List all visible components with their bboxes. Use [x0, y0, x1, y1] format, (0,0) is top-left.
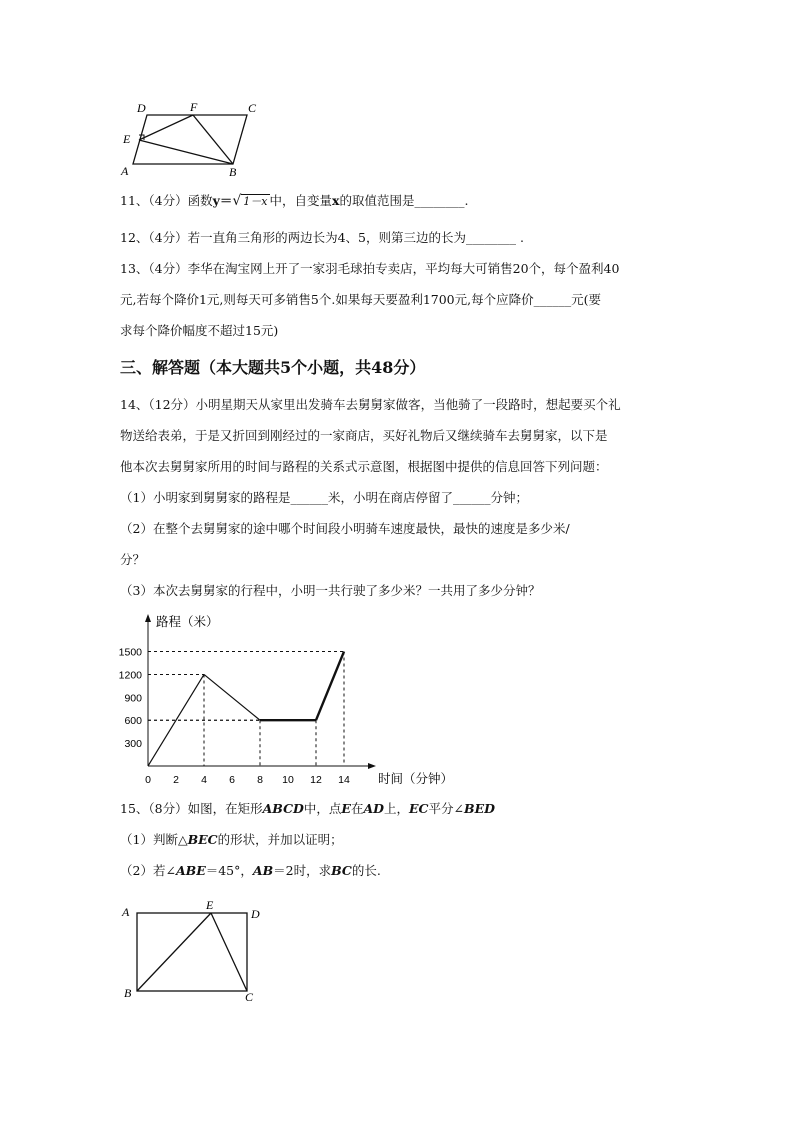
q15-sub1-a: （1）判断△ [120, 832, 188, 847]
question-14-sub3: （3）本次去舅舅家的行程中，小明一共行驶了多少米？一共用了多少分钟？ [120, 583, 541, 598]
q11-prefix: 11、（4分）函数 [120, 193, 213, 208]
segment-be [137, 913, 211, 991]
y-tick-label: 1200 [118, 669, 142, 682]
sqrt-sign: √ [232, 193, 242, 209]
question-14-line1: 14、（12分）小明星期天从家里出发骑车去舅舅家做客，当他骑了一段路时，想起要买个礼 [120, 397, 621, 412]
section-heading: 三、解答题（本大题共5个小题，共48分） [120, 358, 426, 377]
x-tick-label: 10 [282, 774, 294, 786]
label-f: F [190, 100, 198, 114]
y-axis-title: 路程（米） [156, 614, 219, 629]
q15-abcd: ABCD [262, 801, 304, 816]
q15-text-a: 15、（8分）如图，在矩形 [120, 801, 263, 816]
label-d: D [137, 101, 146, 115]
question-12: 12、（4分）若一直角三角形的两边长为4、5，则第三边的长为________ . [120, 230, 524, 245]
q15-ab: AB [252, 863, 274, 878]
q11-suffix2: 的取值范围是________. [339, 193, 469, 208]
x-tick-label: 8 [257, 774, 263, 786]
q15-sub2-b: ＝45°， [205, 863, 253, 878]
q15-ad: AD [363, 801, 385, 816]
rectangle-figure [115, 896, 275, 1006]
q15-bed: BED [464, 801, 495, 816]
label-e: E [123, 132, 131, 146]
segment-fb [193, 115, 233, 164]
q15-text-e: 平分∠ [428, 801, 464, 816]
label-c: C [245, 990, 254, 1004]
q15-bec: BEC [187, 832, 218, 847]
label-d: D [251, 907, 260, 921]
q15-ec: EC [409, 801, 429, 816]
label-a: A [122, 905, 130, 919]
q15-bc: BC [331, 863, 352, 878]
label-a: A [121, 164, 129, 178]
y-tick-label: 900 [124, 692, 142, 705]
x-tick-label: 2 [173, 774, 179, 786]
question-13-line3: 求每个降价幅度不超过15元) [120, 323, 279, 338]
q15-sub2-c: ＝2时，求 [273, 863, 332, 878]
y-axis-arrow [145, 614, 151, 622]
rectangle-abcd [137, 913, 247, 991]
question-14-sub2-cont: 分？ [120, 552, 146, 567]
series-segment [204, 674, 260, 720]
q15-e: E [341, 801, 351, 816]
question-14-sub1: （1）小明家到舅舅家的路程是______米，小明在商店停留了______分钟； [120, 490, 528, 505]
q15-sub1-b: 的形状，并加以证明； [217, 832, 343, 847]
segment-eb [139, 140, 233, 164]
y-tick-label: 1500 [118, 646, 142, 659]
label-c: C [248, 101, 257, 115]
x-tick-label: 0 [145, 774, 151, 786]
series-segment [316, 652, 344, 721]
x-axis-title: 时间（分钟） [378, 771, 454, 786]
x-tick-label: 14 [338, 774, 350, 786]
y-tick-label: 600 [124, 715, 142, 728]
q15-text-b: 中，点 [303, 801, 342, 816]
question-15-sub1 [120, 831, 343, 849]
segment-ec [211, 913, 247, 991]
q11-var: x [332, 193, 340, 208]
segment-ef [139, 115, 193, 140]
parallelogram-figure [115, 98, 265, 178]
question-13-line1: 13、（4分）李华在淘宝网上开了一家羽毛球拍专卖店，平均每大可销售20个，每个盈利40 [120, 261, 620, 276]
question-15-sub2 [120, 862, 381, 880]
parallelogram-abcd [133, 115, 247, 164]
q15-text-d: 上， [384, 801, 410, 816]
question-11 [120, 192, 468, 211]
distance-time-chart [110, 608, 470, 788]
label-b: B [229, 165, 237, 178]
q15-sub2-d: 的长. [351, 863, 381, 878]
label-b: B [124, 986, 132, 1000]
x-axis-arrow [368, 763, 376, 769]
question-13-line2: 元,若每个降价1元,则每天可多销售5个.如果每天要盈利1700元,每个应降价______元(要 [120, 292, 601, 307]
q11-radicand: 1－x [243, 195, 268, 208]
q11-suffix: 中，自变量 [269, 193, 333, 208]
q15-sub2-a: （2）若∠ [120, 863, 176, 878]
q11-func-lhs: y＝ [212, 193, 233, 208]
label-e: E [206, 898, 214, 912]
question-15-line1 [120, 800, 495, 818]
y-tick-label: 300 [124, 738, 142, 751]
x-tick-label: 6 [229, 774, 235, 786]
x-tick-label: 4 [201, 774, 207, 786]
q15-text-c: 在 [350, 801, 364, 816]
x-tick-label: 12 [310, 774, 322, 786]
question-14-line3: 他本次去舅舅家所用的时间与路程的关系式示意图，根据图中提供的信息回答下列问题： [120, 459, 608, 474]
question-14-sub2: （2）在整个去舅舅家的途中哪个时间段小明骑车速度最快，最快的速度是多少米/ [120, 521, 570, 536]
question-14-line2: 物送给表弟，于是又折回到刚经过的一家商店，买好礼物后又继续骑车去舅舅家，以下是 [120, 428, 608, 443]
q15-abe: ABE [175, 863, 206, 878]
